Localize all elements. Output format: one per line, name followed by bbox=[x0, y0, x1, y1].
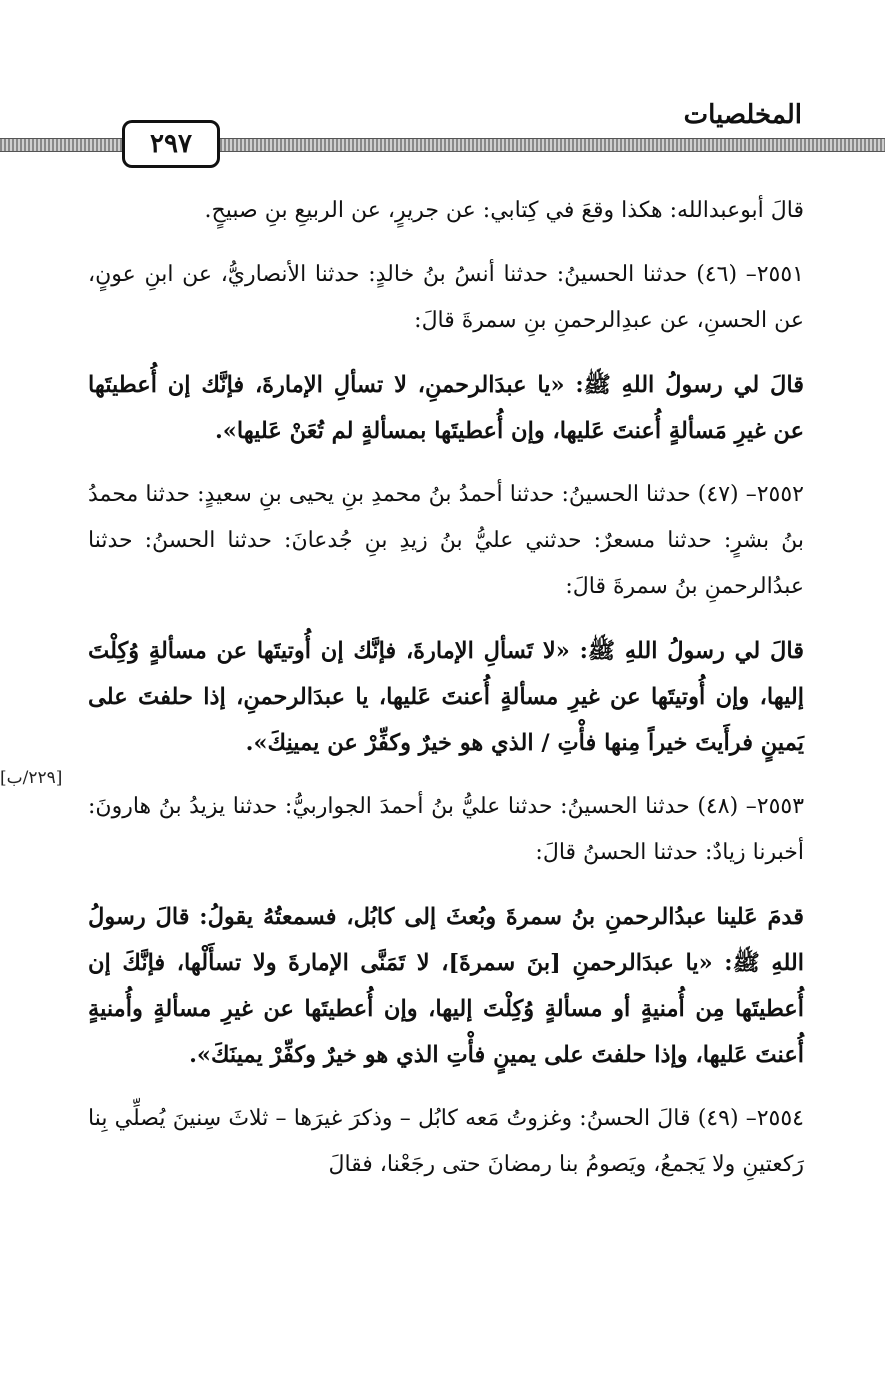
paragraph: قالَ أبوعبدالله: هكذا وقعَ في كِتابي: عن جريرٍ، عن الربيعِ بنِ صبيحٍ. bbox=[204, 198, 804, 223]
hadith-isnad: ٢٥٥٤– (٤٩) قالَ الحسنُ: وغزوتُ مَعه كابُل – وذكرَ غيرَها – ثلاثَ سِنينَ يُصلِّي بِنا رَكعتينِ ولا يَجمعُ، ويَصومُ بنا رمضانَ حتى رجَعْنا، فقالَ bbox=[88, 1106, 804, 1177]
hadith-matn: قدمَ عَلينا عبدُالرحمنِ بنُ سمرةَ وبُعثَ إلى كابُل، فسمعتُهُ يقولُ: قالَ رسولُ اللهِ ﷺ: «يا عبدَالرحمنِ [بنَ سمرةَ]، لا تَمَنَّى الإمارةَ ولا تسأَلْها، فإنَّكَ إن أُعطيتَها مِن أُمنيةٍ أو مسألةٍ وُكِلْتَ إليها، وإن أُعطيتَها عن غيرِ مسألةٍ وأُمنيةٍ أُعنتَ عَليها، وإذا حلفتَ على يمينٍ فأْتِ الذي هو خيرٌ وكفِّرْ يمينَكَ». bbox=[88, 904, 804, 1068]
hadith-matn: قالَ لي رسولُ اللهِ ﷺ: «لا تَسألِ الإمارةَ، فإنَّك إن أُوتيتَها عن مسألةٍ وُكِلْتَ إليها، وإن أُوتيتَها عن غيرِ مسألةٍ أُعنتَ عَليها، يا عبدَالرحمنِ، إذا حلفتَ على يَمينٍ فرأَيتَ خيراً مِنها فأْتِ / الذي هو خيرٌ وكفِّرْ عن يمينِكَ». bbox=[88, 638, 804, 756]
book-title: المخلصيات bbox=[683, 100, 802, 130]
hadith-isnad: ٢٥٥٣– (٤٨) حدثنا الحسينُ: حدثنا عليُّ بنُ أحمدَ الجواربيُّ: حدثنا يزيدُ بنُ هارونَ: أخبرنا زيادٌ: حدثنا الحسنُ قالَ: bbox=[88, 794, 805, 865]
hadith-isnad: ٢٥٥١– (٤٦) حدثنا الحسينُ: حدثنا أنسُ بنُ خالدٍ: حدثنا الأنصاريُّ، عن ابنِ عونٍ، عن الحسنِ، عن عبدِالرحمنِ بنِ سمرةَ قالَ: bbox=[88, 262, 804, 333]
manuscript-folio-note: [٢٢٩/ب] bbox=[0, 768, 63, 788]
hadith-matn: قالَ لي رسولُ اللهِ ﷺ: «يا عبدَالرحمنِ، لا تسألِ الإمارةَ، فإنَّك إن أُعطيتَها عن غيرِ مَسألةٍ أُعنتَ عَليها، وإن أُعطيتَها بمسألةٍ لم تُعَنْ عَليها». bbox=[88, 372, 804, 444]
hadith-isnad: ٢٥٥٢– (٤٧) حدثنا الحسينُ: حدثنا أحمدُ بنُ محمدِ بنِ يحيى بنِ سعيدٍ: حدثنا محمدُ بنُ بشرٍ: حدثنا مسعرٌ: حدثني عليُّ بنُ زيدِ بنِ جُدعانَ: حدثنا الحسنُ: حدثنا عبدُالرحمنِ بنُ سمرةَ قالَ: bbox=[88, 482, 804, 599]
page-body bbox=[88, 188, 804, 1206]
page-number: ٢٩٧ bbox=[122, 120, 220, 168]
